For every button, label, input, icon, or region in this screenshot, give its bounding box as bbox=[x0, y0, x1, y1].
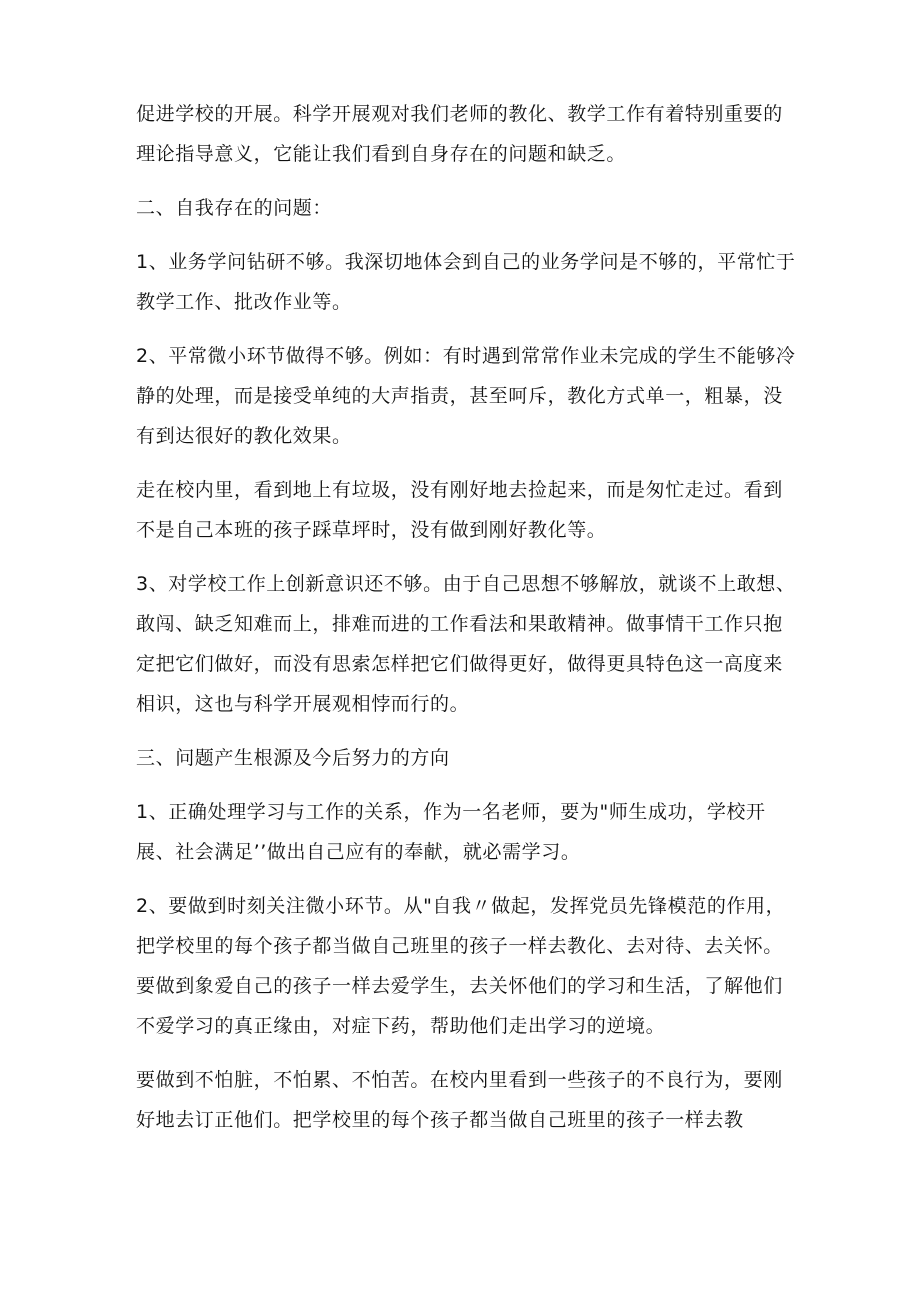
paragraph-problem-2-continued: 走在校内里，看到地上有垃圾，没有刚好地去捡起来，而是匆忙走过。看到不是自己本班的孩子踩草坪时，没有做到刚好教化等。 bbox=[136, 479, 783, 541]
paragraph-direction-2-continued: 要做到不怕脏，不怕累、不怕苦。在校内里看到一些孩子的不良行为，要刚好地去订正他们。把学校里的每个孩子都当做自己班里的孩子一样去教 bbox=[136, 1069, 783, 1131]
paragraph-direction-1: 1、正确处理学习与工作的关系，作为一名老师，要为"师生成功，学校开展、社会满足’’做出自己应有的奉献，就必需学习。 bbox=[136, 801, 766, 863]
paragraph-intro-continued: 促进学校的开展。科学开展观对我们老师的教化、教学工作有着特别重要的理论指导意义，它能让我们看到自身存在的问题和缺乏。 bbox=[136, 103, 783, 165]
paragraph-problem-1: 1、业务学问钻研不够。我深切地体会到自己的业务学问是不够的，平常忙于教学工作、批改作业等。 bbox=[136, 251, 796, 313]
section-heading-causes: 三、问题产生根源及今后努力的方向 bbox=[136, 747, 450, 769]
paragraph-problem-2: 2、平常微小环节做得不够。例如：有时遇到常常作业未完成的学生不能够冷静的处理，而是接受单纯的大声指责，甚至呵斥，教化方式单一，粗暴，没有到达很好的教化效果。 bbox=[136, 345, 796, 447]
paragraph-problem-3: 3、对学校工作上创新意识还不够。由于自己思想不够解放，就谈不上敢想、敢闯、缺乏知难而上，排难而进的工作看法和果敢精神。做事情干工作只抱定把它们做好，而没有思索怎样把它们做得更好，做得更具特色这一高度来相识，这也与科学开展观相悖而行的。 bbox=[136, 573, 796, 715]
section-heading-problems: 二、自我存在的问题： bbox=[136, 197, 333, 219]
paragraph-direction-2: 2、要做到时刻关注微小环节。从"自我〃做起，发挥党员先锋模范的作用，把学校里的每个孩子都当做自己班里的孩子一样去教化、去对待、去关怀。要做到象爱自己的孩子一样去爱学生，去关怀他们的学习和生活，了解他们不爱学习的真正缘由，对症下药，帮助他们走出学习的逆境。 bbox=[136, 895, 786, 1037]
document-body bbox=[136, 94, 796, 1140]
